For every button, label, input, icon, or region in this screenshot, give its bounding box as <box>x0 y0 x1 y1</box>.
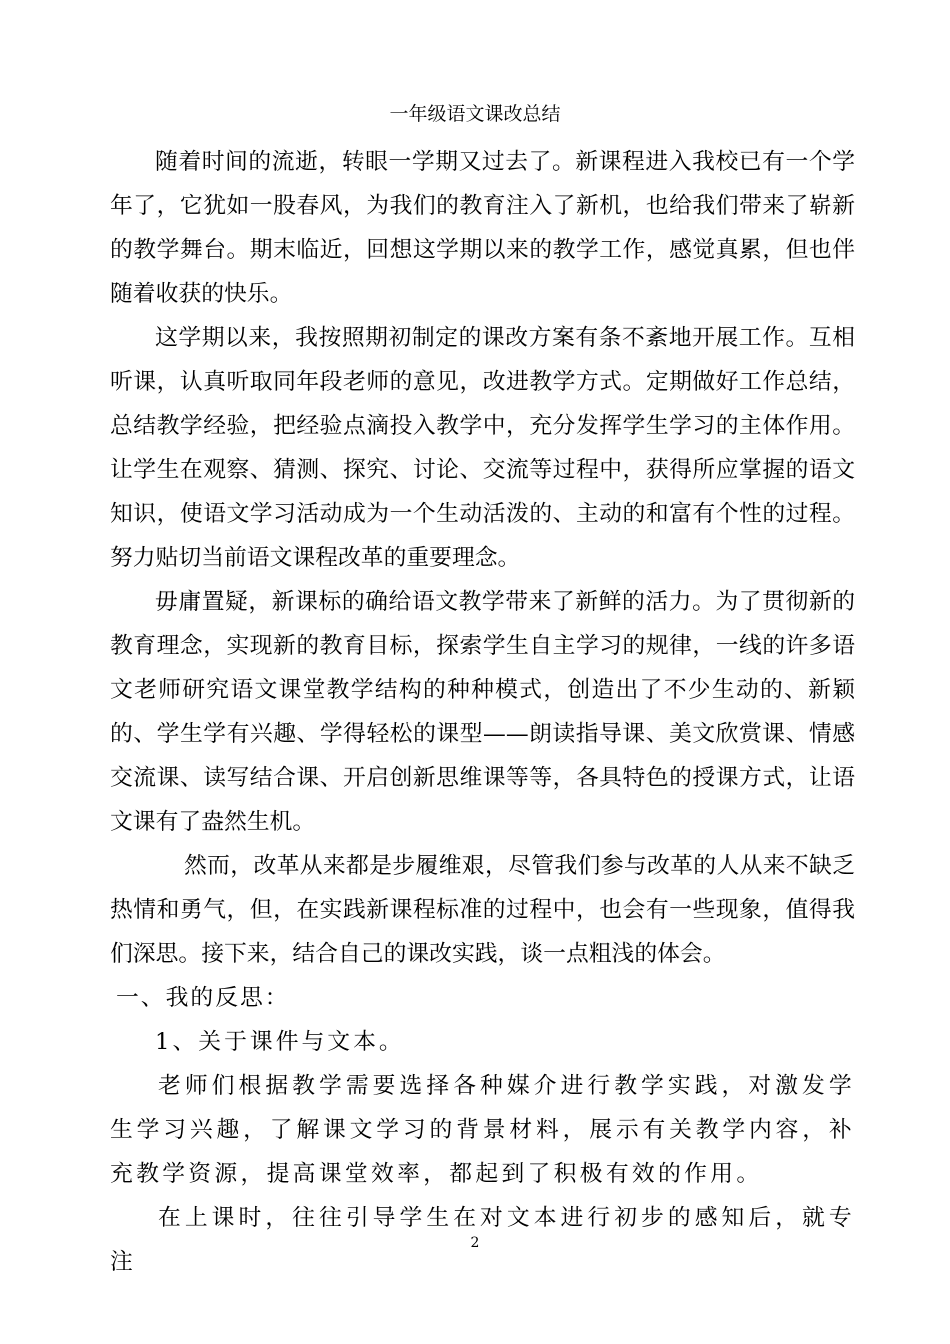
subsection-heading-courseware: 1、关于课件与文本。 <box>155 1029 405 1055</box>
document-body <box>110 140 855 1284</box>
document-title: 一年级语文课改总结 <box>389 103 561 125</box>
paragraph-media-usage: 老师们根据教学需要选择各种媒介进行教学实践，对激发学生学习兴趣，了解课文学习的背景材料，展示有关教学内容，补充教学资源，提高课堂效率，都起到了积极有效的作用。 <box>110 1073 855 1187</box>
paragraph-semester-work: 这学期以来，我按照期初制定的课改方案有条不紊地开展工作。互相听课，认真听取同年段老师的意见，改进教学方式。定期做好工作总结，总结教学经验，把经验点滴投入教学中，充分发挥学生学习的主体作用。让学生在观察、猜测、探究、讨论、交流等过程中，获得所应掌握的语文知识，使语文学习活动成为一个生动活泼的、主动的和富有个性的过程。努力贴切当前语文课程改革的重要理念。 <box>110 325 855 571</box>
paragraph-new-curriculum: 毋庸置疑，新课标的确给语文教学带来了新鲜的活力。为了贯彻新的教育理念，实现新的教育目标，探索学生自主学习的规律，一线的许多语文老师研究语文课堂教学结构的种种模式，创造出了不少生动的、新颖的、学生学有兴趣、学得轻松的课型——朗读指导课、美文欣赏课、情感交流课、读写结合课、开启创新思维课等等，各具特色的授课方式，让语文课有了盎然生机。 <box>110 589 855 835</box>
section-heading-reflection: 一、我的反思： <box>116 985 290 1011</box>
page-number: 2 <box>470 1235 480 1251</box>
paragraph-class-practice: 在上课时，往往引导学生在对文本进行初步的感知后，就专注 <box>110 1205 855 1275</box>
paragraph-reflection-intro: 然而，改革从来都是步履维艰，尽管我们参与改革的人从来不缺乏热情和勇气，但，在实践新课程标准的过程中，也会有一些现象，值得我们深思。接下来，结合自己的课改实践，谈一点粗浅的体会。 <box>110 853 855 967</box>
paragraph-intro: 随着时间的流逝，转眼一学期又过去了。新课程进入我校已有一个学年了，它犹如一股春风，为我们的教育注入了新机，也给我们带来了崭新的教学舞台。期末临近，回想这学期以来的教学工作，感觉真累，但也伴随着收获的快乐。 <box>110 149 855 307</box>
